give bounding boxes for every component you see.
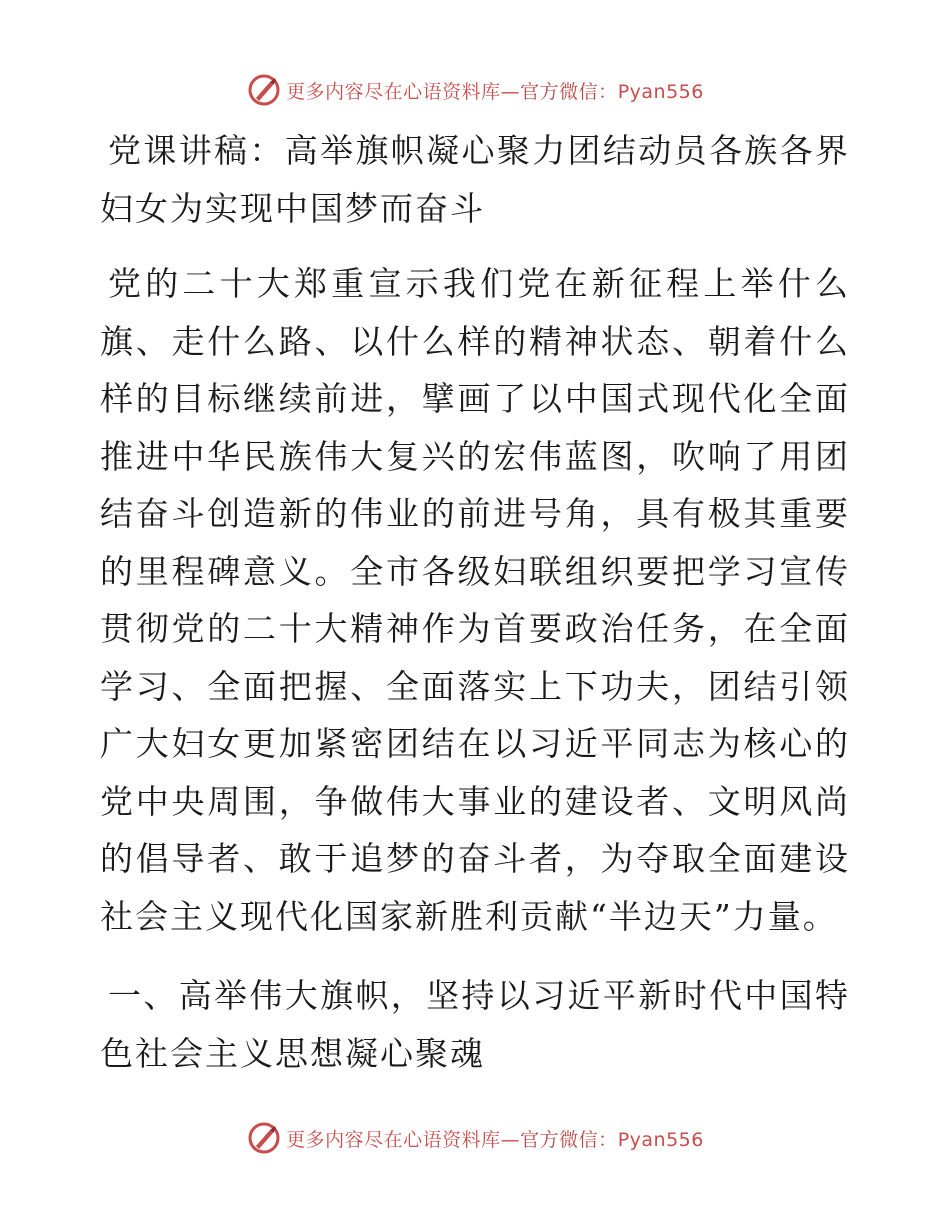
footer-watermark: [0, 1118, 950, 1158]
document-title: 党课讲稿：高举旗帜凝心聚力团结动员各族各界妇女为实现中国梦而奋斗: [100, 131, 850, 228]
pen-nib-logo-icon: [246, 72, 282, 108]
pen-nib-logo-icon: [246, 1120, 282, 1156]
section-heading: 一、高举伟大旗帜，坚持以习近平新时代中国特色社会主义思想凝心聚魂: [100, 976, 850, 1073]
watermark-text: 更多内容尽在心语资料库—官方微信：Pyan556: [286, 80, 704, 103]
document-body: [100, 122, 850, 1082]
header-watermark: [0, 70, 950, 110]
body-paragraph: 党的二十大郑重宣示我们党在新征程上举什么旗、走什么路、以什么样的精神状态、朝着什么样的目标继续前进，擘画了以中国式现代化全面推进中华民族伟大复兴的宏伟蓝图，吹响了用团结奋斗创造新的伟业的前进号角，具有极其重要的里程碑意义。全市各级妇联组织要把学习宣传贯彻党的二十大精神作为首要政治任务，在全面学习、全面把握、全面落实上下功夫，团结引领广大妇女更加紧密团结在以习近平同志为核心的党中央周围，争做伟大事业的建设者、文明风尚的倡导者、敢于追梦的奋斗者，为夺取全面建设社会主义现代化国家新胜利贡献“半边天”力量。: [100, 264, 850, 936]
watermark-text: 更多内容尽在心语资料库—官方微信：Pyan556: [286, 1128, 704, 1151]
